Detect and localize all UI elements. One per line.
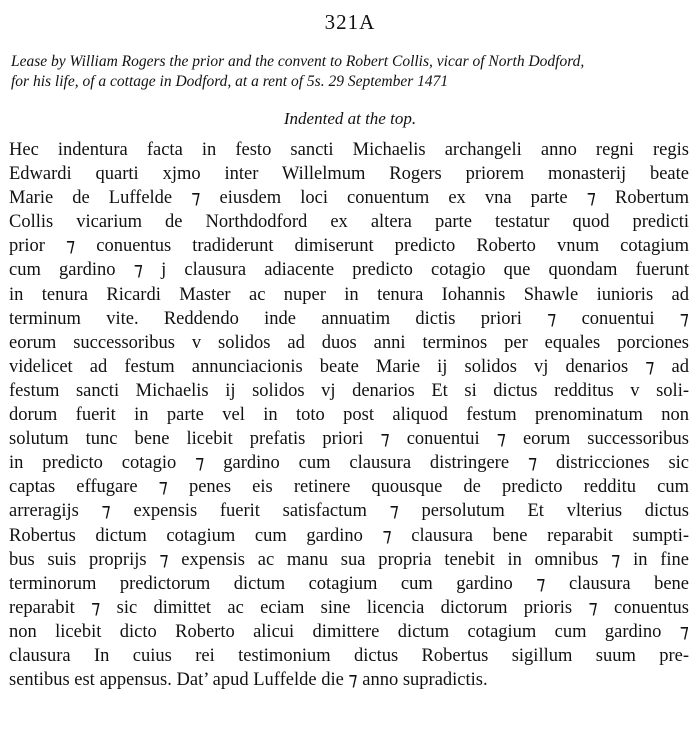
body-line: eorum successoribus v solidos ad duos anni terminos per equales porciones — [9, 332, 689, 353]
body-line: in tenura Ricardi Master ac nuper in tenura Iohannis Shawle iunioris ad — [9, 284, 689, 305]
heading-line: Lease by William Rogers the prior and the convent to Robert Collis, vicar of North Dodford, — [11, 53, 585, 70]
body-line: solutum tunc bene licebit prefatis priori ⁊ conuentui ⁊ eorum successoribus — [9, 429, 689, 450]
body-line: videlicet ad festum annunciacionis beate Marie ij solidos vj denarios ⁊ ad — [9, 356, 689, 377]
body-line: festum sancti Michaelis ij solidos vj denarios Et si dictus redditus v soli- — [9, 380, 689, 401]
editorial-note: Indented at the top. — [283, 109, 417, 128]
body-line: sentibus est appensus. Dat’ apud Luffelde die ⁊ anno supradictis. — [9, 670, 488, 691]
body-line: cum gardino ⁊ j clausura adiacente predicto cotagio que quondam fuerunt — [9, 260, 689, 281]
body-line: Marie de Luffelde ⁊ eiusdem loci conuentum ex vna parte ⁊ Robertum — [9, 188, 689, 209]
body-line: prior ⁊ conuentus tradiderunt dimiserunt predicto Roberto vnum cotagium — [9, 236, 689, 257]
body-line: dorum fuerit in parte vel in toto post aliquod festum prenominatum non — [9, 405, 689, 426]
document-number: 321A — [324, 10, 376, 34]
body-line: reparabit ⁊ sic dimittet ac eciam sine licencia dictorum prioris ⁊ conuentus — [9, 597, 689, 618]
body-line: in predicto cotagio ⁊ gardino cum clausura distringere ⁊ districciones sic — [9, 453, 689, 474]
body-line: Hec indentura facta in festo sancti Michaelis archangeli anno regni regis — [9, 140, 689, 160]
body-line: terminorum predictorum dictum cotagium cum gardino ⁊ clausura bene — [9, 573, 689, 594]
document-body — [9, 138, 689, 692]
body-line: Robertus dictum cotagium cum gardino ⁊ clausura bene reparabit sumpti- — [9, 525, 689, 546]
body-line: clausura In cuius rei testimonium dictus Robertus sigillum suum pre- — [9, 645, 689, 666]
heading-line: for his life, of a cottage in Dodford, at a rent of 5s. 29 September 1471 — [11, 73, 449, 90]
document-heading — [11, 52, 696, 92]
body-line: Edwardi quarti xjmo inter Willelmum Rogers priorem monasterij beate — [9, 164, 689, 185]
body-line: arreragijs ⁊ expensis fuerit satisfactum ⁊ persolutum Et vlterius dictus — [9, 501, 689, 522]
body-line: non licebit dicto Roberto alicui dimittere dictum cotagium cum gardino ⁊ — [9, 621, 689, 642]
body-line: Collis vicarium de Northdodford ex altera parte testatur quod predicti — [9, 212, 689, 233]
body-line: terminum vite. Reddendo inde annuatim dictis priori ⁊ conuentui ⁊ — [9, 308, 689, 329]
body-line: captas effugare ⁊ penes eis retinere quousque de predicto redditu cum — [9, 477, 689, 498]
body-line: bus suis proprijs ⁊ expensis ac manu sua propria tenebit in omnibus ⁊ in fine — [9, 549, 689, 570]
